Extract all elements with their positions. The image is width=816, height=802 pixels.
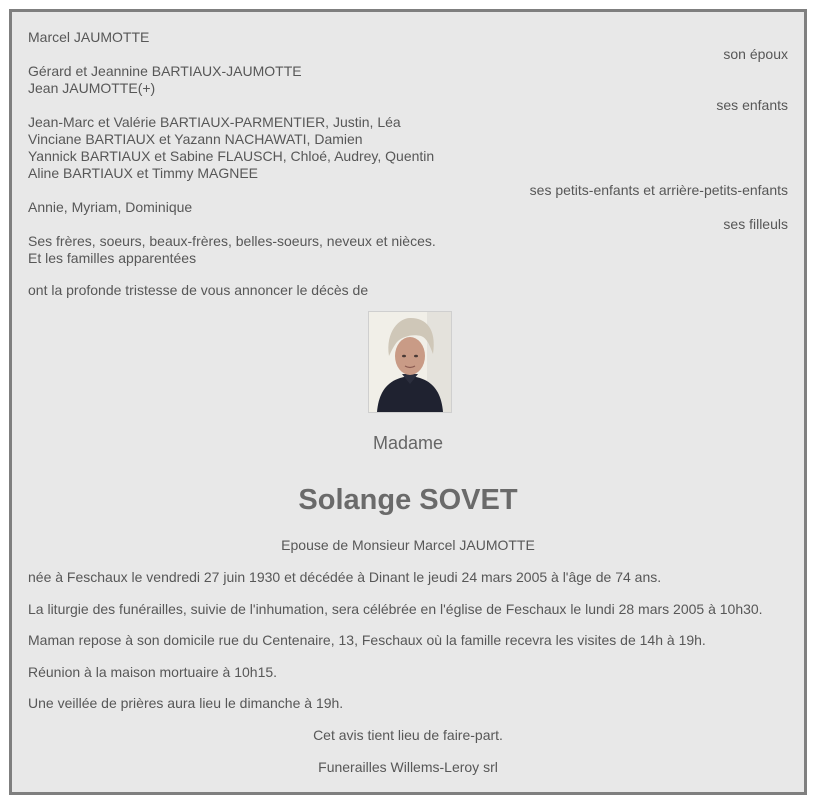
detail-line: née à Feschaux le vendredi 27 juin 1930 et décédée à Dinant le jeudi 24 mars 2005 à l'âge de 74 ans.	[28, 569, 662, 585]
grandchild-line: Yannick BARTIAUX et Sabine FLAUSCH, Chloé, Audrey, Quentin	[28, 148, 435, 164]
grandchild-line: Aline BARTIAUX et Timmy MAGNEE	[28, 165, 259, 181]
husband-name: Marcel JAUMOTTE	[28, 29, 150, 45]
obituary-card	[9, 9, 807, 795]
deceased-name: Solange SOVET	[298, 484, 518, 516]
godchildren-names: Annie, Myriam, Dominique	[28, 199, 193, 215]
grandchild-line: Jean-Marc et Valérie BARTIAUX-PARMENTIER, Justin, Léa	[28, 114, 401, 130]
spouse-line: Epouse de Monsieur Marcel JAUMOTTE	[281, 537, 535, 553]
child-line: Jean JAUMOTTE(+)	[28, 80, 156, 96]
funeral-home: Funerailles Willems-Leroy srl	[318, 759, 498, 775]
extended-family-line: Et les familles apparentées	[28, 250, 197, 266]
portrait-image	[369, 312, 451, 412]
husband-role: son époux	[723, 46, 788, 62]
deceased-portrait	[368, 311, 452, 413]
detail-line: La liturgie des funérailles, suivie de l'inhumation, sera célébrée en l'église de Feschaux le lundi 28 mars 2005 à 10h30.	[28, 601, 763, 617]
announcement-line: ont la profonde tristesse de vous annoncer le décès de	[28, 282, 369, 298]
extended-family-line: Ses frères, soeurs, beaux-frères, belles-soeurs, neveux et nièces.	[28, 233, 436, 249]
detail-line: Maman repose à son domicile rue du Centenaire, 13, Feschaux où la famille recevra les visites de 14h à 19h.	[28, 632, 706, 648]
children-role: ses enfants	[716, 97, 788, 113]
child-line: Gérard et Jeannine BARTIAUX-JAUMOTTE	[28, 63, 302, 79]
grandchildren-role: ses petits-enfants et arrière-petits-enfants	[529, 182, 788, 198]
notice-line: Cet avis tient lieu de faire-part.	[313, 727, 503, 743]
detail-line: Réunion à la maison mortuaire à 10h15.	[28, 664, 278, 680]
detail-line: Une veillée de prières aura lieu le dimanche à 19h.	[28, 695, 344, 711]
grandchild-line: Vinciane BARTIAUX et Yazann NACHAWATI, Damien	[28, 131, 363, 147]
deceased-honorific: Madame	[372, 433, 444, 453]
godchildren-role: ses filleuls	[723, 216, 788, 232]
